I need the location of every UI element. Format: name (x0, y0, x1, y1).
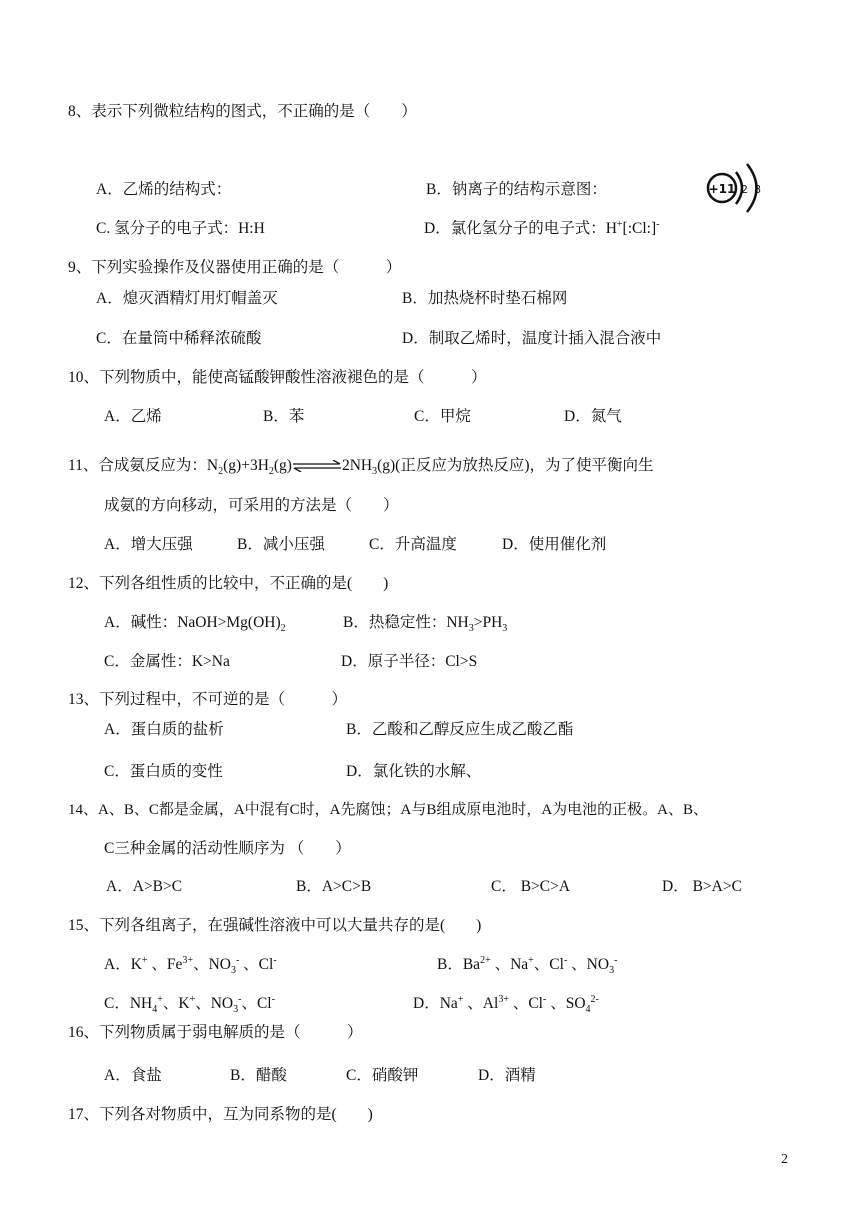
equilibrium-arrow-icon (293, 460, 341, 472)
q11-stem-line2: 成氨的方向移动，可采用的方法是（ ） (104, 497, 399, 514)
q8-option-a: A．乙烯的结构式： (96, 181, 232, 198)
q9-stem: 9、下列实验操作及仪器使用正确的是（ ） (68, 259, 402, 276)
q11-option-b: B．减小压强 (237, 536, 325, 553)
q13-option-d: D．氯化铁的水解、 (346, 763, 482, 780)
q10-stem: 10、下列物质中，能使高锰酸钾酸性溶液褪色的是（ ） (68, 369, 487, 386)
q13-stem: 13、下列过程中，不可逆的是（ ） (68, 691, 348, 708)
q14-option-c: C． B>C>A (491, 878, 571, 895)
q9-option-b: B．加热烧杯时垫石棉网 (402, 290, 568, 307)
q15-option-b: B．$Ba^{2+}$ 、Na+、Cl- 、$NO_3^-$ (437, 954, 618, 977)
q10-option-c: C．甲烷 (414, 408, 471, 425)
q9-option-c: C．在量筒中稀释浓硫酸 (96, 330, 262, 347)
q11-stem: 11、合成氨反应为：$N_2(g)+3H_2(g)$ $2NH_3(g)$(正反应为放热反应)，为了使平衡向生 (68, 457, 654, 478)
q8-stem: 8、表示下列微粒结构的图式，不正确的是（ ） (68, 103, 417, 120)
q13-option-a: A．蛋白质的盐析 (104, 721, 224, 738)
q8-option-d: D．氯化氢分子的电子式：H+[:Cl:]- (424, 218, 660, 237)
q15-option-d: D．Na+ 、$Al^{3+}$ 、Cl- 、$SO_4^{2-}$ (413, 993, 599, 1016)
q15-stem: 15、下列各组离子，在强碱性溶液中可以大量共存的是( ) (68, 917, 482, 934)
shell-1-count: 2 (741, 183, 748, 196)
q16-option-c: C．硝酸钾 (346, 1067, 419, 1084)
q12-option-c: C．金属性：K>Na (104, 653, 230, 670)
q13-option-c: C．蛋白质的变性 (104, 763, 223, 780)
q16-option-d: D．酒精 (478, 1067, 536, 1084)
q9-option-a: A．熄灭酒精灯用灯帽盖灭 (96, 290, 278, 307)
q10-option-b: B．苯 (263, 408, 305, 425)
sodium-ion-structure-diagram (700, 160, 766, 218)
q11-option-c: C．升高温度 (369, 536, 457, 553)
q8-option-c: C. 氢分子的电子式：H:H (96, 220, 265, 237)
q9-option-d: D．制取乙烯时，温度计插入混合液中 (402, 330, 662, 347)
q14-stem: 14、A、B、C都是金属，A中混有C时，A先腐蚀；A与B组成原电池时，A为电池的正极。A、B、 (68, 802, 709, 818)
q15-option-c: C．$NH_4^+$、K+、$NO_3^-$、Cl- (104, 993, 275, 1016)
q10-option-d: D．氮气 (564, 408, 622, 425)
q16-option-b: B．醋酸 (230, 1067, 287, 1084)
q13-option-b: B．乙酸和乙醇反应生成乙酸乙酯 (346, 721, 574, 738)
q12-option-b: B．热稳定性：$NH_3>PH_3$ (343, 614, 508, 635)
q15-option-a: A．K+ 、$Fe^{3+}$、$NO_3^-$ 、Cl- (104, 954, 277, 977)
q12-option-d: D．原子半径：Cl>S (341, 653, 478, 670)
q16-stem: 16、下列物质属于弱电解质的是（ ） (68, 1024, 363, 1041)
q11-option-a: A．增大压强 (104, 536, 193, 553)
q8-option-b: B．钠离子的结构示意图： (426, 181, 607, 198)
q11-option-d: D．使用催化剂 (502, 536, 607, 553)
q10-option-a: A．乙烯 (104, 408, 162, 425)
nucleus-charge: +11 (708, 182, 736, 196)
shell-2-count: 8 (754, 183, 761, 196)
q14-option-d: D． B>A>C (662, 878, 742, 895)
q14-stem-line2: C三种金属的活动性顺序为 （ ） (104, 840, 351, 857)
q12-stem: 12、下列各组性质的比较中，不正确的是( ) (68, 575, 389, 592)
q16-option-a: A．食盐 (104, 1067, 162, 1084)
q14-option-b: B．A>C>B (296, 878, 372, 895)
q17-stem: 17、下列各对物质中，互为同系物的是( ) (68, 1106, 373, 1123)
page-number: 2 (781, 1152, 788, 1167)
q12-option-a: A．碱性：$NaOH>Mg(OH)_2$ (104, 614, 286, 635)
q14-option-a: A．A>B>C (106, 878, 183, 895)
